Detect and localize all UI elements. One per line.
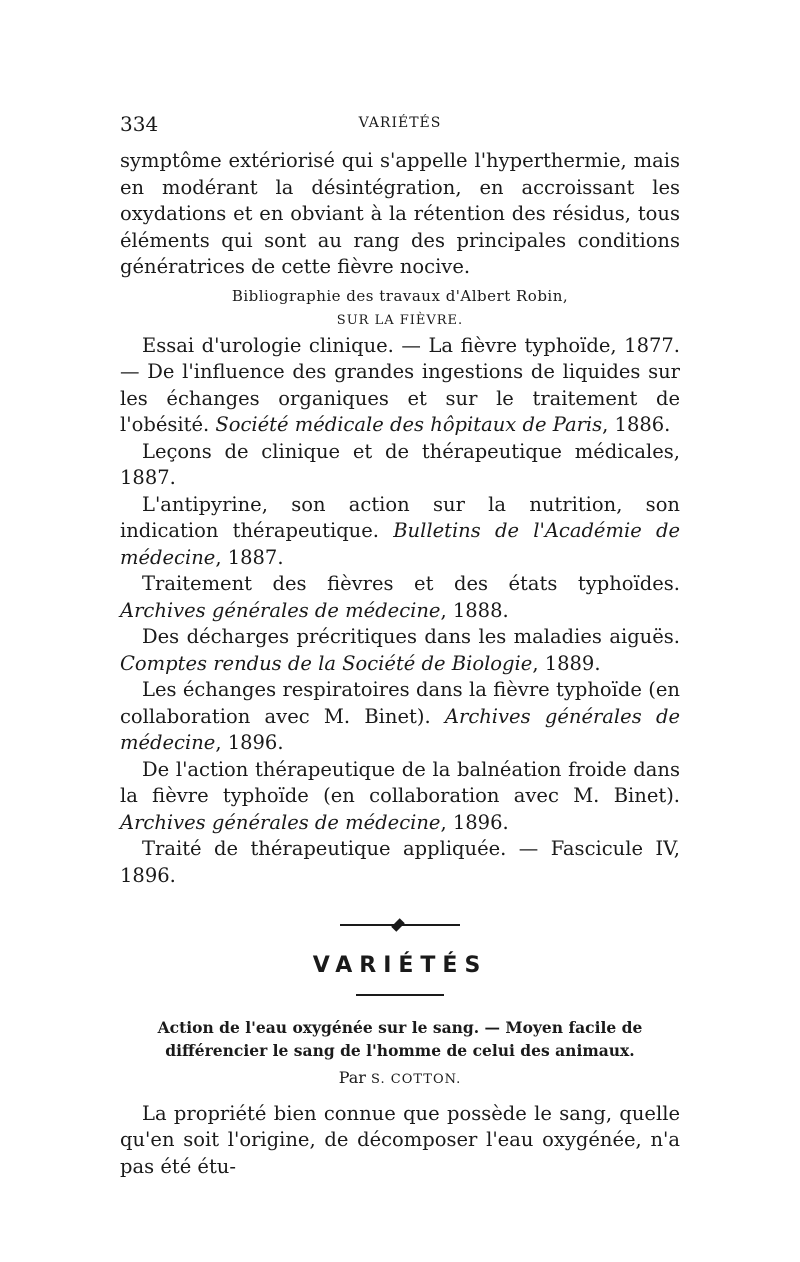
- article-byline: Par S. COTTON.: [338, 1067, 462, 1087]
- bibliography-entry: Traitement des fièvres et des états typhoïdes. Archives générales de médecine, 1888.: [120, 572, 680, 622]
- bibliography-title: Bibliographie des travaux d'Albert Robin,: [231, 286, 569, 305]
- intro-paragraph: symptôme extériorisé qui s'appelle l'hyperthermie, mais en modérant la désintégration, en accroissant les oxydations et en obviant à la rétention des résidus, tous éléments qui sont au rang des principales conditions génératrices de cette fièvre nocive.: [120, 149, 680, 278]
- ornamental-divider: [340, 917, 460, 933]
- article-title: Action de l'eau oxygénée sur le sang. — Moyen facile de différencier le sang de l'homme de celui des animaux.: [157, 1017, 643, 1060]
- bibliography-entry: Leçons de clinique et de thérapeutique médicales, 1887.: [120, 439, 680, 489]
- page: [120, 112, 680, 1180]
- bibliography-entry: Traité de thérapeutique appliquée. — Fascicule IV, 1896.: [120, 837, 680, 887]
- bibliography-entry: Des décharges précritiques dans les maladies aiguës. Comptes rendus de la Société de Biologie, 1889.: [120, 625, 680, 675]
- bibliography-entry: De l'action thérapeutique de la balnéation froide dans la fièvre typhoïde (en collaboration avec M. Binet). Archives générales de médecine, 1896.: [120, 757, 680, 834]
- bibliography-entry: Essai d'urologie clinique. — La fièvre typhoïde, 1877. — De l'influence des grandes ingestions de liquides sur les échanges organiques et sur le traitement de l'obésité. Société médicale des hôpitaux de Paris, 1886.: [120, 333, 680, 436]
- page-header: [120, 112, 680, 148]
- bibliography-list: [120, 333, 680, 890]
- article-paragraph: La propriété bien connue que possède le sang, quelle qu'en soit l'origine, de décomposer l'eau oxygénée, n'a pas été étu-: [120, 1101, 680, 1178]
- bibliography-entry: Les échanges respiratoires dans la fièvre typhoïde (en collaboration avec M. Binet). Archives générales de médecine, 1896.: [120, 678, 680, 754]
- bibliography-subtitle: SUR LA FIÈVRE.: [336, 312, 464, 328]
- running-title: VARIÉTÉS: [358, 115, 442, 131]
- divider-lozenge-icon: [391, 918, 405, 932]
- section-title: VARIÉTÉS: [312, 953, 488, 978]
- bibliography-entry: L'antipyrine, son action sur la nutrition, son indication thérapeutique. Bulletins de l'Académie de médecine, 1887.: [120, 492, 680, 569]
- page-number: 334: [120, 112, 159, 136]
- article-author: S. COTTON.: [371, 1071, 462, 1087]
- section-title-rule: [356, 994, 444, 996]
